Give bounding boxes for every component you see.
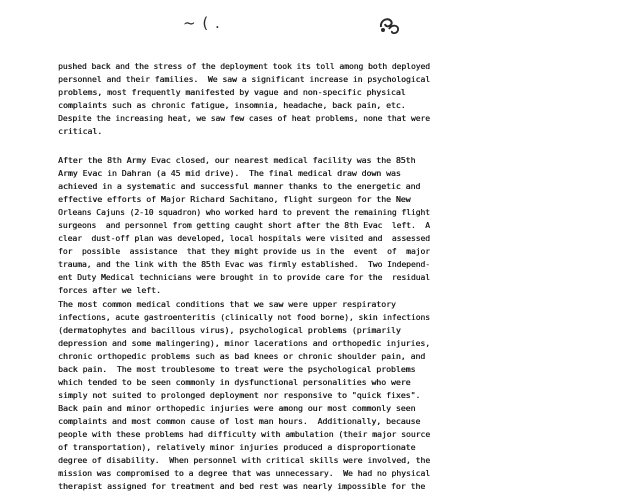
text-line: infections, acute gastroenteritis (clinically not food borne), skin infections bbox=[58, 312, 430, 322]
text-line: surgeons and personnel from getting caught short after the 8th Evac left. A bbox=[58, 220, 430, 230]
text-line: people with these problems had difficulty with ambulation (their major source bbox=[58, 429, 431, 439]
text-line: The most common medical conditions that we saw were upper respiratory bbox=[58, 299, 396, 309]
text-line: back pain. The most troublesome to treat were the psychological problems bbox=[58, 364, 416, 374]
text-line: therapist assigned for treatment and bed rest was nearly impossible for the bbox=[58, 481, 426, 491]
text-line: pushed back and the stress of the deployment took its toll among both deployed bbox=[58, 61, 430, 71]
text-line: Orleans Cajuns (2-10 squadron) who worked hard to prevent the remaining flight bbox=[58, 207, 430, 217]
text-line: forces after we left. bbox=[58, 285, 161, 295]
text-line: which tended to be seen commonly in dysfunctional personalities who were bbox=[58, 377, 411, 387]
text-line: Back pain and minor orthopedic injuries were among our most commonly seen bbox=[58, 403, 416, 413]
text-line: effective efforts of Major Richard Sachitano, flight surgeon for the New bbox=[58, 194, 411, 204]
text-line: ent Duty Medical technicians were brought in to provide care for the residual bbox=[58, 272, 430, 282]
text-line: complaints such as chronic fatigue, insomnia, headache, back pain, etc. bbox=[58, 100, 406, 110]
text-line: (dermatophytes and bacillous virus), psychological problems (primarily bbox=[58, 325, 401, 335]
page-corner-mark: ~ ( . bbox=[183, 14, 221, 32]
text-line: degree of disability. When personnel with critical skills were involved, the bbox=[58, 455, 431, 465]
text-line: complaints and most common cause of lost man hours. Additionally, because bbox=[58, 416, 421, 426]
text-line: depression and some malingering), minor lacerations and orthopedic injuries, bbox=[58, 338, 431, 348]
text-line: of transportation), relatively minor injuries produced a disproportionate bbox=[58, 442, 416, 452]
text-line: critical. bbox=[58, 126, 103, 136]
text-line: achieved in a systematic and successful manner thanks to the energetic and bbox=[58, 181, 421, 191]
text-line: chronic orthopedic problems such as bad knees or chronic shoulder pain, and bbox=[58, 351, 426, 361]
paragraph-1 bbox=[58, 60, 430, 138]
text-line: problems, most frequently manifested by vague and non-specific physical bbox=[58, 87, 406, 97]
text-line: simply not suited to prolonged deployment nor responsive to "quick fixes". bbox=[58, 390, 421, 400]
text-line: Despite the increasing heat, we saw few cases of heat problems, none that were bbox=[58, 113, 430, 123]
text-line: After the 8th Army Evac closed, our nearest medical facility was the 85th bbox=[58, 155, 416, 165]
paragraph-2 bbox=[58, 154, 430, 297]
text-line: trauma, and the link with the 85th Evac was firmly established. Two Independ- bbox=[58, 259, 430, 269]
scribble-icon bbox=[377, 15, 403, 37]
text-line: personnel and their families. We saw a significant increase in psychological bbox=[58, 74, 431, 84]
text-line: for possible assistance that they might provide us in the event of major bbox=[58, 246, 430, 256]
paragraph-3 bbox=[58, 298, 430, 493]
text-line: Army Evac in Dahran (a 45 mid drive). The final medical draw down was bbox=[58, 168, 401, 178]
text-line: mission was compromised to a degree that was unnecessary. We had no physical bbox=[58, 468, 431, 478]
text-line: clear dust-off plan was developed, local hospitals were visited and assessed bbox=[58, 233, 430, 243]
